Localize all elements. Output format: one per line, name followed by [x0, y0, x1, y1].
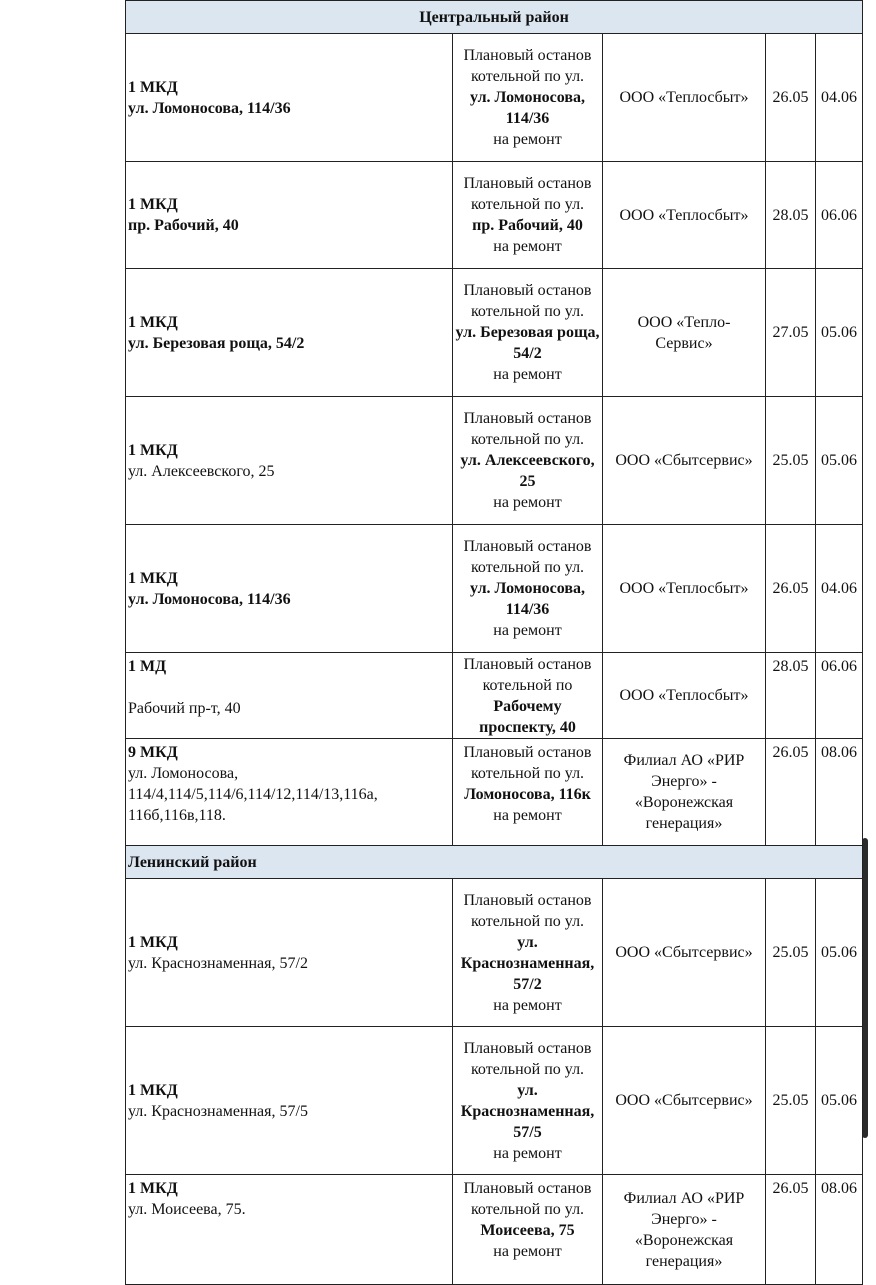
org-cell: Филиал АО «РИР Энерго» - «Воронежская генерация»: [603, 739, 766, 846]
reason-line: Плановый останов: [463, 1039, 592, 1057]
end-date: 06.06: [816, 653, 863, 739]
building-address: ул. Ломоносова, 114/4,114/5,114/6,114/12,114/13,116а, 116б,116в,118.: [128, 765, 378, 824]
table-row: [126, 1175, 863, 1285]
table-row: [126, 653, 863, 739]
reason-suffix: на ремонт: [493, 1243, 562, 1260]
address-cell: [126, 653, 453, 739]
reason-cell: [453, 34, 603, 162]
table-row: [126, 269, 863, 397]
building-address: пр. Рабочий, 40: [128, 217, 239, 234]
reason-line: котельной по ул.: [470, 765, 585, 782]
building-address: ул. Алексеевского, 25: [128, 462, 275, 480]
reason-line: Плановый останов: [463, 538, 592, 555]
address-cell: [126, 739, 453, 846]
building-count: 9 МКД: [128, 744, 178, 761]
reason-cell: [453, 269, 603, 397]
building-count: 1 МКД: [128, 1180, 178, 1197]
start-date: 28.05: [766, 162, 816, 269]
org-cell: ООО «Теплосбыт»: [603, 653, 766, 739]
reason-line: Плановый останов: [463, 744, 592, 761]
building-count: 1 МКД: [128, 441, 178, 459]
district-title: Центральный район: [126, 1, 863, 34]
reason-line: котельной по ул.: [470, 68, 585, 85]
reason-cell: [453, 653, 603, 739]
building-address: Рабочий пр-т, 40: [128, 700, 241, 717]
table-row: [126, 397, 863, 525]
building-count: 1 МД: [128, 658, 167, 675]
end-date: 05.06: [816, 879, 863, 1027]
building-count: 1 МКД: [128, 313, 178, 331]
org-cell: ООО «Теплосбыт»: [603, 525, 766, 653]
reason-suffix: на ремонт: [493, 366, 562, 383]
org-cell: ООО «Теплосбыт»: [603, 34, 766, 162]
reason-cell: [453, 525, 603, 653]
boiler-address: Моисеева, 75: [480, 1222, 575, 1239]
end-date: 05.06: [816, 397, 863, 525]
end-date: 04.06: [816, 525, 863, 653]
district-title: Ленинский район: [126, 846, 863, 879]
table-row: [126, 739, 863, 846]
address-cell: [126, 162, 453, 269]
end-date: 06.06: [816, 162, 863, 269]
building-count: 1 МКД: [128, 569, 178, 587]
building-address: ул. Краснознаменная, 57/5: [128, 1102, 308, 1120]
reason-suffix: на ремонт: [493, 238, 562, 255]
reason-line: котельной по ул.: [470, 912, 585, 930]
start-date: 26.05: [766, 739, 816, 846]
start-date: 28.05: [766, 653, 816, 739]
table-row: [126, 34, 863, 162]
building-address: ул. Ломоносова, 114/36: [128, 590, 291, 608]
building-count: 1 МКД: [128, 1081, 178, 1099]
address-cell: [126, 34, 453, 162]
reason-line: котельной по ул.: [470, 1201, 585, 1218]
start-date: 26.05: [766, 1175, 816, 1285]
address-cell: [126, 1175, 453, 1285]
reason-cell: [453, 739, 603, 846]
org-cell: ООО «Сбытсервис»: [603, 879, 766, 1027]
table-row: [126, 162, 863, 269]
table-row: [126, 879, 863, 1027]
building-count: 1 МКД: [128, 933, 178, 951]
org-cell: ООО «Сбытсервис»: [603, 397, 766, 525]
boiler-address: ул. Ломоносова, 114/36: [469, 580, 586, 618]
start-date: 25.05: [766, 397, 816, 525]
start-date: 26.05: [766, 525, 816, 653]
reason-cell: [453, 1027, 603, 1175]
boiler-address: ул. Ломоносова, 114/36: [469, 89, 586, 127]
boiler-address: ул. Березовая роща, 54/2: [455, 324, 600, 362]
reason-line: котельной по ул.: [470, 196, 585, 213]
end-date: 08.06: [816, 739, 863, 846]
end-date: 05.06: [816, 1027, 863, 1175]
reason-cell: [453, 162, 603, 269]
reason-suffix: на ремонт: [493, 807, 562, 824]
address-cell: [126, 397, 453, 525]
start-date: 26.05: [766, 34, 816, 162]
boiler-address: Ломоносова, 116к: [464, 786, 591, 803]
district-header-row: [126, 846, 863, 879]
start-date: 25.05: [766, 1027, 816, 1175]
reason-suffix: на ремонт: [493, 1144, 562, 1162]
reason-suffix: на ремонт: [493, 494, 562, 511]
org-cell: ООО «Тепло-Сервис»: [603, 269, 766, 397]
reason-cell: [453, 397, 603, 525]
end-date: 04.06: [816, 34, 863, 162]
reason-line: котельной по ул.: [470, 559, 585, 576]
boiler-address: ул. Краснознаменная, 57/2: [460, 933, 595, 993]
boiler-address: пр. Рабочий, 40: [472, 217, 583, 234]
building-address: ул. Краснознаменная, 57/2: [128, 954, 308, 972]
reason-cell: [453, 1175, 603, 1285]
boiler-address: ул. Алексеевского, 25: [460, 452, 595, 490]
building-address: ул. Березовая роща, 54/2: [128, 334, 305, 352]
end-date: 08.06: [816, 1175, 863, 1285]
reason-line: Плановый останов: [463, 175, 592, 192]
building-count: 1 МКД: [128, 78, 178, 96]
district-header-row: [126, 1, 863, 34]
start-date: 25.05: [766, 879, 816, 1027]
outage-table: [125, 0, 863, 1285]
reason-line: Плановый останов: [463, 410, 592, 427]
address-cell: [126, 525, 453, 653]
reason-line: Плановый останов: [463, 655, 592, 673]
table-row: [126, 525, 863, 653]
start-date: 27.05: [766, 269, 816, 397]
reason-line: котельной по: [482, 676, 573, 694]
reason-line: Плановый останов: [463, 282, 592, 299]
address-cell: [126, 879, 453, 1027]
table-row: [126, 1027, 863, 1175]
building-address: ул. Моисеева, 75.: [128, 1201, 246, 1218]
org-cell: ООО «Сбытсервис»: [603, 1027, 766, 1175]
end-date: 05.06: [816, 269, 863, 397]
reason-line: Плановый останов: [463, 891, 592, 909]
reason-cell: [453, 879, 603, 1027]
org-cell: ООО «Теплосбыт»: [603, 162, 766, 269]
building-address: ул. Ломоносова, 114/36: [128, 99, 291, 117]
boiler-address: Рабочему проспекту, 40: [479, 697, 576, 736]
reason-suffix: на ремонт: [493, 131, 562, 148]
reason-line: котельной по ул.: [470, 1060, 585, 1078]
reason-line: Плановый останов: [463, 47, 592, 64]
reason-suffix: на ремонт: [493, 622, 562, 639]
org-cell: Филиал АО «РИР Энерго» - «Воронежская генерация»: [603, 1175, 766, 1285]
reason-line: котельной по ул.: [470, 303, 585, 320]
address-cell: [126, 269, 453, 397]
boiler-address: ул. Краснознаменная, 57/5: [460, 1081, 595, 1141]
reason-suffix: на ремонт: [493, 996, 562, 1014]
reason-line: Плановый останов: [463, 1180, 592, 1197]
address-cell: [126, 1027, 453, 1175]
building-count: 1 МКД: [128, 196, 178, 213]
reason-line: котельной по ул.: [470, 431, 585, 448]
